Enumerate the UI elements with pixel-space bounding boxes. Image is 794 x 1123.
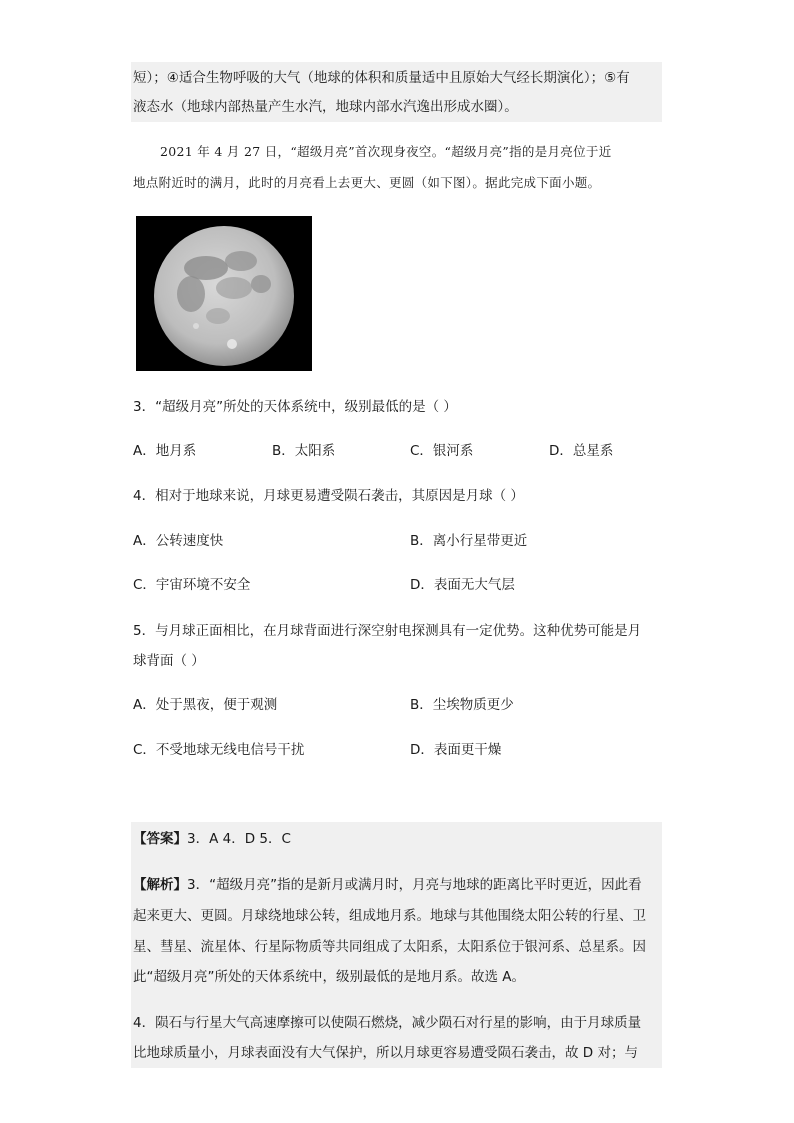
question-5-option-a: A．处于黑夜，便于观测 [133,697,278,713]
intro-line-1: 2021 年 4 月 27 日，“超级月亮”首次现身夜空。“超级月亮”指的是月亮位于近 [160,144,612,159]
question-5-option-b: B．尘埃物质更少 [410,697,514,713]
question-5-option-d: D．表面更干燥 [410,742,502,758]
question-4-option-d: D．表面无大气层 [410,577,515,593]
question-5-option-c: C．不受地球无线电信号干扰 [133,742,305,758]
top-text-line-1: 短）；④适合生物呼吸的大气（地球的体积和质量适中且原始大气经长期演化）；⑤有 [133,70,630,86]
question-3-option-d: D．总星系 [549,443,614,459]
analysis-line-6: 比地球质量小，月球表面没有大气保护，所以月球更容易遭受陨石袭击，故 D 对；与 [133,1045,638,1061]
analysis-line-2: 起来更大、更圆。月球绕地球公转，组成地月系。地球与其他围绕太阳公转的行星、卫 [133,908,646,924]
supermoon-photo [136,216,312,371]
top-text-line-2: 液态水（地球内部热量产生水汽，地球内部水汽逸出形成水圈）。 [133,99,518,115]
question-4-option-c: C．宇宙环境不安全 [133,577,251,593]
analysis-line-4: 此“超级月亮”所处的天体系统中，级别最低的是地月系。故选 A。 [133,969,526,985]
question-3-option-b: B．太阳系 [272,443,336,459]
question-3-option-a: A．地月系 [133,443,197,459]
intro-line-2: 地点附近时的满月，此时的月亮看上去更大、更圆（如下图）。据此完成下面小题。 [133,175,601,190]
question-3-stem: 3．“超级月亮”所处的天体系统中，级别最低的是（ ） [133,399,457,415]
analysis-line-1 [133,875,642,895]
question-5-stem-line-2: 球背面（ ） [133,653,205,669]
question-4-stem: 4．相对于地球来说，月球更易遭受陨石袭击，其原因是月球（ ） [133,488,524,504]
question-5-stem-line-1: 5．与月球正面相比，在月球背面进行深空射电探测具有一定优势。这种优势可能是月 [133,623,642,639]
answer-line [133,829,291,849]
moon-graphic [136,216,312,371]
analysis-label: 【解析】 [133,877,187,893]
answer-values: 3．A 4．D 5．C [187,831,291,847]
answer-label: 【答案】 [133,831,187,847]
question-4-option-b: B．离小行星带更近 [410,533,528,549]
analysis-line-3: 星、彗星、流星体、行星际物质等共同组成了太阳系，太阳系位于银河系、总星系。因 [133,939,646,955]
question-3-option-c: C．银河系 [410,443,474,459]
question-4-option-a: A．公转速度快 [133,533,224,549]
analysis-line-5: 4．陨石与行星大气高速摩擦可以使陨石燃烧，减少陨石对行星的影响，由于月球质量 [133,1015,642,1031]
analysis-text-1: 3．“超级月亮”指的是新月或满月时，月亮与地球的距离比平时更近，因此看 [187,877,642,893]
